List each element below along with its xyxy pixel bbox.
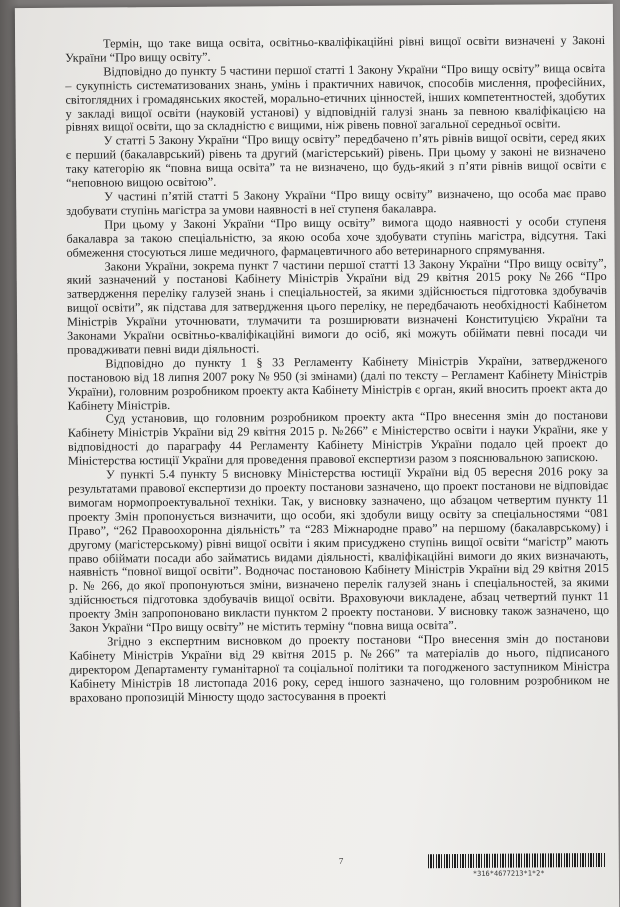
paragraph-3: У статті 5 Закону України “Про вищу освіту” передбачено п’ять рівнів вищої освіти, серед яких є перший (бакалаврський) рівень та другий (магістерський) рівень. При цьому у законі не визначено таку категорію як “повна вища освіта” та не визначено, що будь-який з п’яти рівнів вищої освіти є “неповною вищою освітою”. (65, 130, 607, 190)
paragraph-6: Закони України, зокрема пункт 7 частини першої статті 13 Закону України “Про вищу освіту”, який зазначений у постанові Кабінету Міністрів України від 29 квітня 2015 року №266 “Про затвердження переліку галузей знань і спеціальностей, за якими здійснюється підготовка здобувачів вищої освіти”, як підстава для затвердження цього переліку, не передбачають необхідності Кабінетом Міністрів України уточнювати, тлумачити та розширювати визначені Конституцією України та Законами України освітньо-кваліфікаційні вимоги до осіб, які можуть обіймати певні посади чи провадживати певні види діяльності. (66, 255, 608, 357)
page-number: 7 (338, 855, 344, 866)
paragraph-1: Термін, що таке вища освіта, освітньо-кваліфікаційні рівні вищої освіти визначені у Законі України “Про вищу освіту”. (65, 32, 606, 65)
document-page (15, 4, 619, 907)
paragraph-9: У пункті 5.4 пункту 5 висновку Міністерства юстиції України від 05 вересня 2016 року за результатами правової експертизи до проекту постанови зазначено, що проект постанови не відповідає вимогам нормопроектувальної техніки. Так, у висновку зазначено, що абзацом четвертим пункту 11 проекту Змін пропонується визначити, що особи, які здобули вищу освіту за спеціальностями “081 Право”, “262 Правоохоронна діяльність” та “283 Міжнародне право” на першому (бакалаврському) і другому (магістерському) рівні вищої освіти і яким присуджено ступінь вищої освіти “магістр” мають право обіймати посади або займатись видами діяльності, кваліфікаційні вимоги до яких визначають, наявність “повної вищої освіти”. Водночас постановою Кабінету Міністрів України від 29 квітня 2015 р. № 266, до якої пропонуються зміни, визначено перелік галузей знань і спеціальностей, за якими здійснюється підготовка здобувачів вищої освіти. Враховуючи викладене, абзац четвертий пункт 11 проекту Змін запропоновано викласти пунктом 2 проекту постанови. У висновку також зазначено, що Закон України “Про вищу освіту” не містить терміну “повна вища освіта”. (68, 464, 610, 635)
paragraph-8: Суд установив, що головним розробником проекту акта “Про внесення змін до постанови Кабінету Міністрів України від 29 квітня 2015 р. №266” є Міністерство освіти і науки України, яке у відповідності до параграфу 44 Регламенту Кабінету Міністрів України подало цей проект до Міністерства юстиції України для проведення правової експертизи разом з пояснювальною запискою. (67, 408, 608, 468)
paragraph-2: Відповідно до пункту 5 частини першої статті 1 Закону України “Про вищу освіту” вища освіта – сукупність систематизованих знань, умінь і практичних навичок, способів мислення, професійних, світоглядних і громадянських якостей, морально-етичних цінностей, інших компетентностей, здобутих у закладі вищої освіти (науковій установі) у відповідній галузі знань за певною кваліфікацією на рівнях вищої освіти, що за складністю є вищими, ніж рівень повної загальної середньої освіти. (65, 60, 606, 135)
barcode-number: *316*4677213*1*2* (472, 869, 545, 878)
paragraph-7: Відповідно до пункту 1 § 33 Регламенту Кабінету Міністрів України, затвердженого постановою від 18 липня 2007 року № 950 (зі змінами) (далі по тексту – Регламент Кабінету Міністрів України), головним розробником проекту акта Кабінету Міністрів є орган, який вносить проект акта до Кабінету Міністрів. (67, 352, 608, 413)
barcode (428, 853, 606, 868)
paragraph-10: Згідно з експертним висновком до проекту постанови “Про внесення змін до постанови Кабінету Міністрів України від 29 квітня 2015 р. №266” та матеріалів до нього, підписаного директором Департаменту гуманітарної та соціальної політики та погодженого заступником Міністра Кабінету Міністрів 18 листопада 2016 року, серед іншого зазначено, що головним розробником не враховано пропозицій Мінюсту щодо застосування в проекті (69, 630, 610, 705)
paragraph-4: У частині п’ятій статті 5 Закону України “Про вищу освіту” визначено, що особа має право здобувати ступінь магістра за умови наявності в неї ступеня бакалавра. (66, 185, 607, 218)
paragraph-5: При цьому у Законі України “Про вищу освіту” вимога щодо наявності у особи ступеня бакалавра за такою спеціальністю, за якою особа хоче здобувати ступінь магістра, відсутня. Такі обмеження стосуються лише медичного, фармацевтичного або ветеринарного спрямування. (66, 213, 607, 260)
document-body (65, 34, 610, 705)
